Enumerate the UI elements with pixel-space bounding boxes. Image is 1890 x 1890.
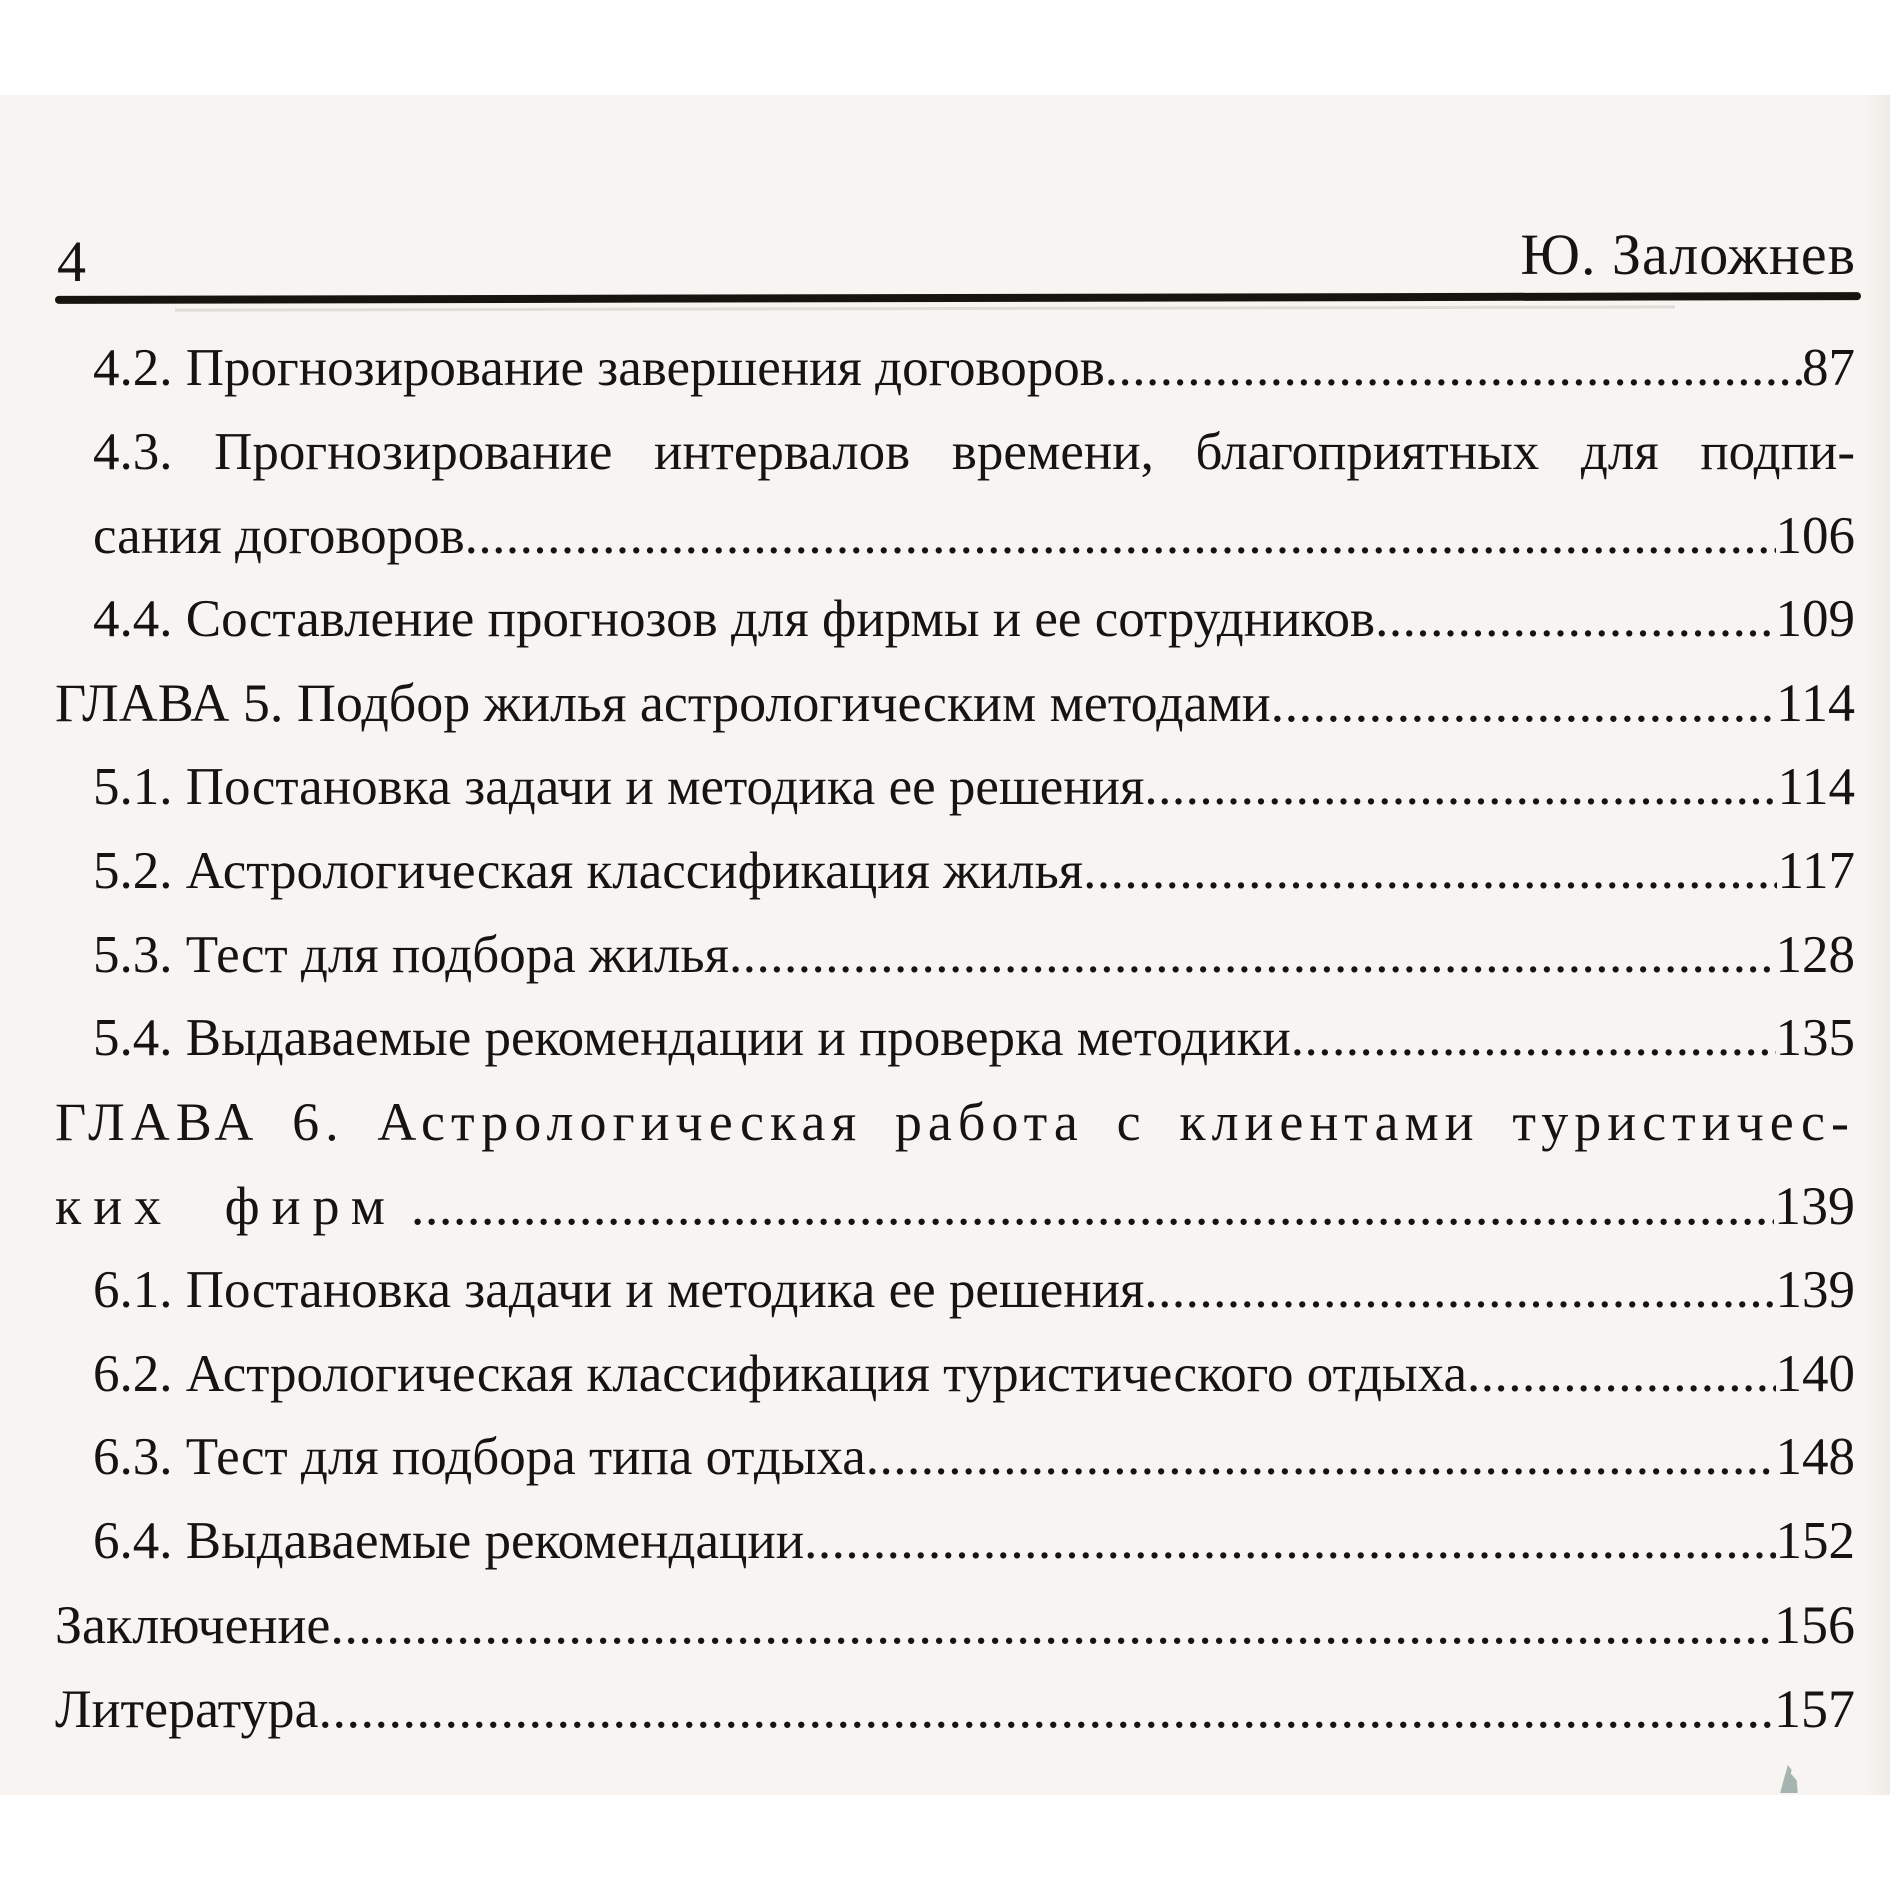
toc-entry — [55, 1584, 1855, 1668]
toc-page-number: 157 — [1774, 1678, 1855, 1739]
toc-leader-dots — [1375, 578, 1775, 662]
toc-page-number: 148 — [1775, 1428, 1855, 1487]
toc-page-number: 139 — [1774, 1175, 1855, 1236]
toc-entry-text: 6.2. Астрологическая классификация туристического отдыха — [93, 1344, 1467, 1403]
toc-entry — [55, 411, 1855, 495]
toc-leader-dots — [1105, 327, 1802, 411]
toc-leader-dots — [866, 1416, 1776, 1500]
toc-page-number: 135 — [1775, 1009, 1855, 1068]
toc-leader-dots — [729, 914, 1776, 998]
toc-page-number: 117 — [1777, 841, 1855, 900]
toc-page-number: 139 — [1775, 1260, 1855, 1319]
toc-entry-text: Литература — [55, 1678, 319, 1739]
toc-entry — [55, 1249, 1855, 1333]
toc-entry-text: Заключение — [55, 1594, 331, 1655]
toc-leader-dots — [1467, 1333, 1776, 1417]
toc-entry — [55, 1081, 1855, 1165]
toc-leader-dots — [1144, 1249, 1775, 1333]
toc-leader-dots — [465, 495, 1776, 579]
toc-entry — [55, 1500, 1855, 1584]
toc-leader-dots — [319, 1668, 1774, 1752]
toc-entry-text: ГЛАВА 6. Астрологическая работа с клиентами туристичес- — [55, 1092, 1855, 1153]
toc-entry-text: 6.4. Выдаваемые рекомендации — [93, 1512, 805, 1571]
toc-entry — [55, 1165, 1855, 1249]
toc-entry — [55, 997, 1855, 1081]
toc-entry-text: 4.4. Составление прогнозов для фирмы и ее сотрудников — [93, 590, 1376, 649]
toc-entry-text: 5.1. Постановка задачи и методика ее решения — [93, 757, 1145, 816]
toc-entry-text: 5.2. Астрологическая классификация жилья — [93, 841, 1084, 900]
toc-entry-text: сания договоров — [93, 506, 465, 565]
toc-entry-text: 6.3. Тест для подбора типа отдыха — [93, 1428, 866, 1487]
scan-area — [0, 95, 1890, 1795]
toc-leader-dots — [1291, 997, 1776, 1081]
toc-entry-text: 4.2. Прогнозирование завершения договоров — [93, 339, 1105, 397]
toc-page-number: 140 — [1775, 1344, 1855, 1403]
toc-entry — [55, 914, 1855, 998]
toc-leader-dots — [1144, 746, 1777, 830]
toc-entry — [55, 830, 1855, 914]
toc-page-number: 114 — [1776, 673, 1855, 734]
toc-page-number: 128 — [1775, 925, 1855, 984]
toc-page-number: 152 — [1775, 1512, 1855, 1571]
toc-page-number: 109 — [1775, 590, 1855, 649]
toc-entry — [55, 662, 1855, 746]
header-rule — [55, 292, 1861, 304]
toc-leader-dots — [411, 1165, 1774, 1249]
toc-page-number: 87 — [1802, 339, 1855, 397]
toc-entry — [55, 1668, 1855, 1752]
toc-entry-text: 6.1. Постановка задачи и методика ее решения — [93, 1260, 1145, 1319]
toc-entry-text: ГЛАВА 5. Подбор жилья астрологическим методами — [55, 673, 1271, 734]
toc-leader-dots — [1083, 830, 1777, 914]
toc-page-number: 106 — [1775, 506, 1855, 565]
running-header-author: Ю. Заложнев — [1520, 222, 1856, 287]
toc-page-number: 114 — [1777, 757, 1855, 816]
toc-entry-text: 5.3. Тест для подбора жилья — [93, 925, 729, 984]
toc-entry — [55, 495, 1855, 579]
toc-entry — [55, 1416, 1855, 1500]
page-number: 4 — [57, 229, 86, 294]
toc-leader-dots — [330, 1584, 1774, 1668]
toc-entry-text: 4.3. Прогнозирование интервалов времени, благоприятных для подпи- — [93, 422, 1855, 481]
toc-leader-dots — [804, 1500, 1775, 1584]
toc-entry — [55, 746, 1855, 830]
scan-artifact-mark — [1778, 1765, 1800, 1793]
toc-entry — [55, 578, 1855, 662]
toc-entry — [55, 1333, 1855, 1417]
toc-page-number: 156 — [1774, 1594, 1855, 1655]
table-of-contents — [55, 327, 1855, 1752]
toc-entry — [55, 327, 1855, 411]
toc-entry-text: ких фирм — [55, 1175, 397, 1236]
toc-leader-dots — [1271, 662, 1776, 746]
toc-entry-text: 5.4. Выдаваемые рекомендации и проверка методики — [93, 1009, 1291, 1068]
